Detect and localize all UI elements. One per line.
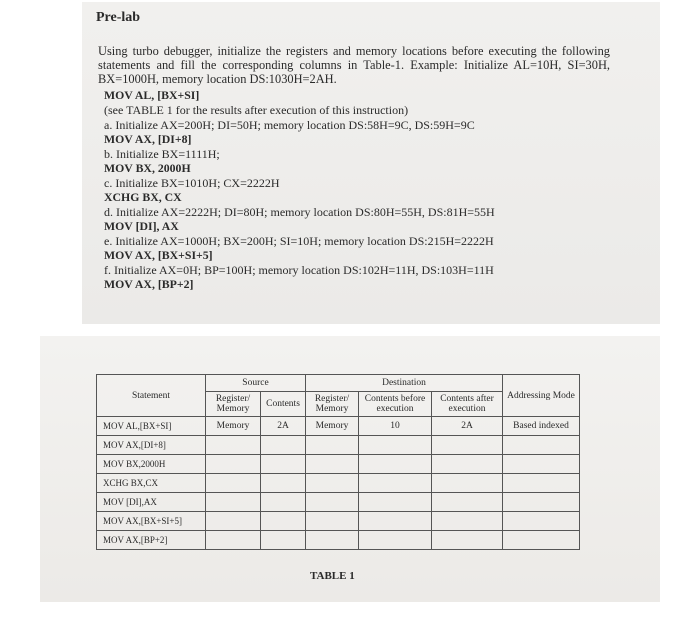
- cell-dest-after[interactable]: [432, 474, 503, 493]
- cell-dest-register[interactable]: [306, 512, 359, 531]
- prelab-page: [82, 2, 660, 324]
- item-b-code: MOV BX, 2000H: [104, 161, 191, 175]
- cell-source-register[interactable]: Memory: [206, 417, 261, 436]
- header-addressing-mode: Addressing Mode: [503, 375, 580, 417]
- header-source-contents: Contents: [261, 392, 306, 417]
- cell-statement: MOV AX,[BP+2]: [97, 531, 206, 550]
- cell-dest-register[interactable]: [306, 436, 359, 455]
- header-dest-register: Register/ Memory: [306, 392, 359, 417]
- cell-dest-before[interactable]: 10: [359, 417, 432, 436]
- item-d-code: MOV [DI], AX: [104, 219, 179, 233]
- header-source: Source: [206, 375, 306, 392]
- cell-dest-after[interactable]: 2A: [432, 417, 503, 436]
- cell-source-register[interactable]: [206, 455, 261, 474]
- item-e-instruction: e. Initialize AX=1000H; BX=200H; SI=10H; memory location DS:215H=2222H: [104, 234, 494, 248]
- cell-statement: MOV AX,[BX+SI+5]: [97, 512, 206, 531]
- cell-dest-after[interactable]: [432, 455, 503, 474]
- header-source-register: Register/ Memory: [206, 392, 261, 417]
- table-caption: TABLE 1: [310, 570, 355, 582]
- cell-source-contents[interactable]: 2A: [261, 417, 306, 436]
- cell-source-contents[interactable]: [261, 512, 306, 531]
- table-row: [97, 493, 580, 512]
- item-c-code: XCHG BX, CX: [104, 190, 182, 204]
- cell-dest-after[interactable]: [432, 493, 503, 512]
- table-header-row: [97, 375, 580, 392]
- cell-dest-before[interactable]: [359, 474, 432, 493]
- header-statement: Statement: [97, 375, 206, 417]
- cell-addressing-mode[interactable]: [503, 512, 580, 531]
- prelab-heading: Pre-lab: [96, 10, 141, 25]
- cell-addressing-mode[interactable]: Based indexed: [503, 417, 580, 436]
- cell-dest-register[interactable]: [306, 474, 359, 493]
- cell-addressing-mode[interactable]: [503, 436, 580, 455]
- item-d-instruction: d. Initialize AX=2222H; DI=80H; memory location DS:80H=55H, DS:81H=55H: [104, 205, 495, 219]
- cell-dest-register[interactable]: [306, 455, 359, 474]
- cell-dest-after[interactable]: [432, 436, 503, 455]
- page-separator: [0, 324, 700, 336]
- table-row: [97, 512, 580, 531]
- cell-statement: MOV AX,[DI+8]: [97, 436, 206, 455]
- header-dest-before: Contents before execution: [359, 392, 432, 417]
- table-row: [97, 417, 580, 436]
- cell-source-register[interactable]: [206, 493, 261, 512]
- prelab-intro: Using turbo debugger, initialize the registers and memory locations before executing the following statements and fill the corresponding columns in Table-1. Example: Initialize AL=10H, SI=30H, BX=1000H, memory location DS:1030H=2AH.: [98, 44, 610, 86]
- header-destination: Destination: [306, 375, 503, 392]
- cell-dest-after[interactable]: [432, 531, 503, 550]
- cell-dest-register[interactable]: [306, 493, 359, 512]
- cell-addressing-mode[interactable]: [503, 474, 580, 493]
- table-row: [97, 474, 580, 493]
- item-b-instruction: b. Initialize BX=1111H;: [104, 147, 220, 161]
- cell-statement: MOV AL,[BX+SI]: [97, 417, 206, 436]
- item-c-instruction: c. Initialize BX=1010H; CX=2222H: [104, 176, 280, 190]
- cell-addressing-mode[interactable]: [503, 455, 580, 474]
- header-dest-after: Contents after execution: [432, 392, 503, 417]
- table-row: [97, 436, 580, 455]
- cell-source-register[interactable]: [206, 436, 261, 455]
- results-table: [96, 374, 580, 550]
- cell-dest-before[interactable]: [359, 512, 432, 531]
- item-e-code: MOV AX, [BX+SI+5]: [104, 248, 213, 262]
- table-page: [40, 336, 660, 602]
- item-f-instruction: f. Initialize AX=0H; BP=100H; memory location DS:102H=11H, DS:103H=11H: [104, 263, 494, 277]
- cell-dest-register[interactable]: Memory: [306, 417, 359, 436]
- table-row: [97, 531, 580, 550]
- cell-source-contents[interactable]: [261, 436, 306, 455]
- item-f-code: MOV AX, [BP+2]: [104, 277, 194, 291]
- cell-statement: MOV [DI],AX: [97, 493, 206, 512]
- example-note: (see TABLE 1 for the results after execution of this instruction): [104, 103, 409, 117]
- cell-source-register[interactable]: [206, 474, 261, 493]
- cell-dest-register[interactable]: [306, 531, 359, 550]
- cell-dest-after[interactable]: [432, 512, 503, 531]
- cell-source-register[interactable]: [206, 531, 261, 550]
- table-row: [97, 455, 580, 474]
- example-code: MOV AL, [BX+SI]: [104, 88, 200, 102]
- cell-source-contents[interactable]: [261, 493, 306, 512]
- cell-statement: XCHG BX,CX: [97, 474, 206, 493]
- cell-dest-before[interactable]: [359, 493, 432, 512]
- cell-source-contents[interactable]: [261, 474, 306, 493]
- item-a-instruction: a. Initialize AX=200H; DI=50H; memory location DS:58H=9C, DS:59H=9C: [104, 118, 475, 132]
- item-a-code: MOV AX, [DI+8]: [104, 132, 192, 146]
- cell-dest-before[interactable]: [359, 455, 432, 474]
- cell-addressing-mode[interactable]: [503, 493, 580, 512]
- cell-source-contents[interactable]: [261, 531, 306, 550]
- cell-addressing-mode[interactable]: [503, 531, 580, 550]
- cell-source-contents[interactable]: [261, 455, 306, 474]
- cell-statement: MOV BX,2000H: [97, 455, 206, 474]
- cell-dest-before[interactable]: [359, 531, 432, 550]
- cell-dest-before[interactable]: [359, 436, 432, 455]
- cell-source-register[interactable]: [206, 512, 261, 531]
